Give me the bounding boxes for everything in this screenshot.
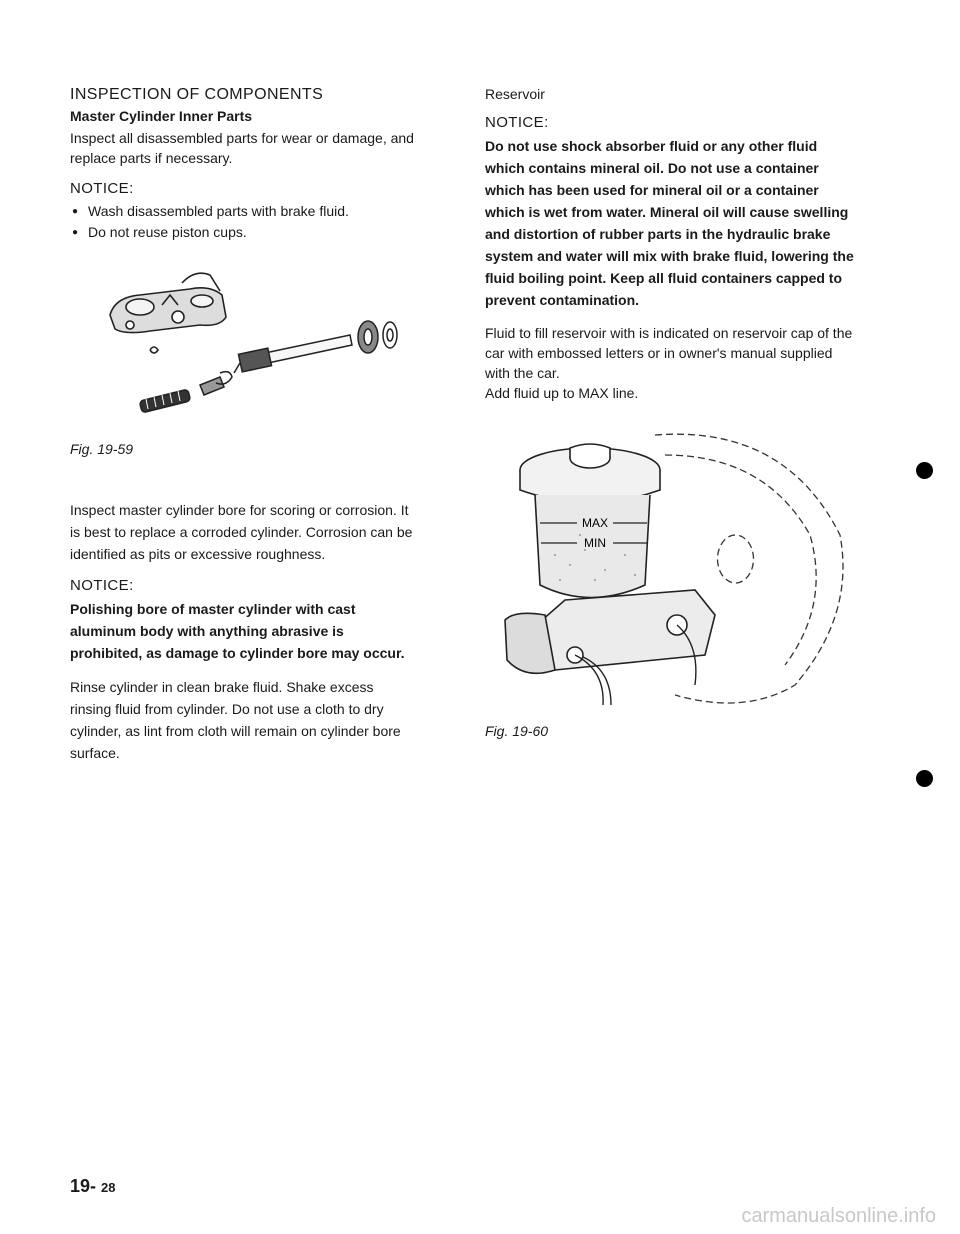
right-column: [485, 86, 855, 741]
bore-inspection-paragraph: Inspect master cylinder bore for scoring or corrosion. It is best to replace a corroded cylinder. Corrosion can be identified as pits or excessive roughness.: [70, 502, 413, 562]
binding-hole-dot: [916, 462, 933, 479]
add-fluid-instruction: Add fluid up to MAX line.: [485, 385, 639, 401]
fill-paragraph: Fluid to fill reservoir with is indicated on reservoir cap of the car with embossed letters or in owner's manual supplied with the car.: [485, 325, 853, 381]
section-title: INSPECTION OF COMPONENTS: [70, 86, 324, 103]
max-label: MAX: [581, 516, 609, 530]
rinse-paragraph: Rinse cylinder in clean brake fluid. Shake excess rinsing fluid from cylinder. Do not use a cloth to dry cylinder, as lint from cloth will remain on cylinder bore surface.: [70, 679, 401, 761]
page-number: [70, 1176, 116, 1197]
polishing-notice-text: Polishing bore of master cylinder with cast aluminum body with anything abrasive is prohibited, as damage to cylinder bore may occur.: [70, 601, 405, 661]
min-label: MIN: [584, 536, 606, 550]
subsection-title-reservoir: Reservoir: [485, 86, 545, 102]
notice-label: NOTICE:: [70, 577, 134, 594]
notice-label: NOTICE:: [70, 180, 134, 197]
figure-caption: Fig. 19-59: [70, 441, 134, 457]
page-number-suffix: 28: [101, 1180, 116, 1195]
watermark: carmanualsonline.info: [741, 1205, 936, 1227]
left-column: [70, 86, 415, 776]
page-number-prefix: 19-: [70, 1176, 97, 1196]
bullet-item: ● Do not reuse piston cups.: [70, 222, 415, 243]
reservoir-notice-text: Do not use shock absorber fluid or any other fluid which contains mineral oil. Do not use a container which has been used for mineral oil or a container which is wet from water. Mineral oil will cause swelling and distortion of rubber parts in the hydraulic brake system and water will mix with brake fluid, lowering the fluid boiling point. Keep all fluid containers capped to prevent contamination.: [485, 138, 854, 308]
binding-hole-dot: [916, 770, 933, 787]
notice-label: NOTICE:: [485, 114, 549, 131]
notice-bullet-list: [70, 201, 415, 243]
master-cylinder-parts-illustration: [70, 255, 415, 415]
bullet-item: ● Wash disassembled parts with brake fluid.: [70, 201, 415, 222]
figure-caption: Fig. 19-60: [485, 723, 549, 739]
intro-paragraph: Inspect all disassembled parts for wear or damage, and replace parts if necessary.: [70, 130, 414, 166]
reservoir-max-min-illustration: [485, 415, 855, 705]
subsection-title-inner-parts: Master Cylinder Inner Parts: [70, 108, 253, 124]
